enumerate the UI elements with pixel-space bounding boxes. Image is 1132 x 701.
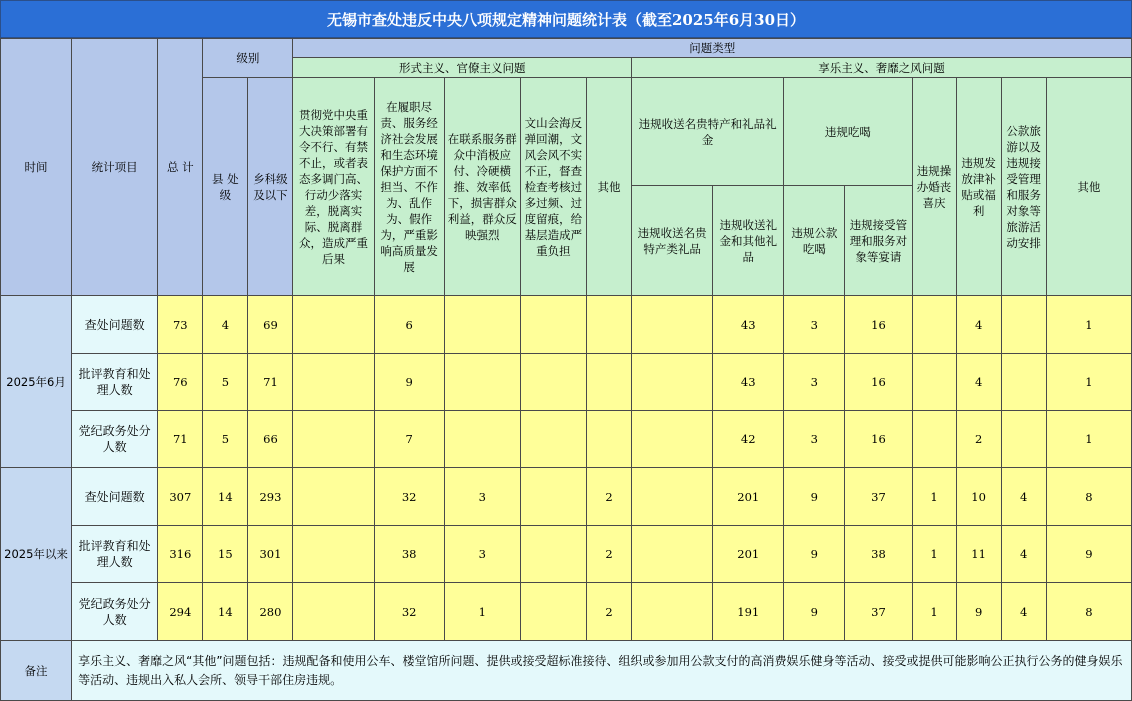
value-cell: 69 [248, 296, 293, 354]
table-row [1, 583, 1132, 641]
value-cell: 8 [1046, 583, 1131, 641]
value-cell: 9 [1046, 526, 1131, 583]
value-cell: 191 [713, 583, 784, 641]
value-cell: 71 [248, 354, 293, 411]
item-label: 查处问题数 [72, 296, 158, 354]
value-cell: 16 [845, 354, 912, 411]
value-cell [293, 296, 374, 354]
header-county: 县 处 级 [203, 78, 248, 296]
value-cell: 11 [956, 526, 1001, 583]
value-cell: 16 [845, 296, 912, 354]
value-cell [632, 296, 713, 354]
header-formalism: 形式主义、官僚主义问题 [293, 58, 632, 78]
value-cell [520, 526, 586, 583]
value-cell [293, 411, 374, 468]
value-cell: 3 [784, 296, 845, 354]
value-cell: 76 [158, 354, 203, 411]
value-cell: 4 [956, 354, 1001, 411]
value-cell: 10 [956, 468, 1001, 526]
value-cell: 2 [586, 583, 631, 641]
value-cell [444, 296, 520, 354]
value-cell: 66 [248, 411, 293, 468]
value-cell: 9 [374, 354, 444, 411]
value-cell: 42 [713, 411, 784, 468]
value-cell [632, 583, 713, 641]
item-label: 批评教育和处理人数 [72, 354, 158, 411]
value-cell [293, 354, 374, 411]
value-cell [444, 411, 520, 468]
header-gift: 违规收送名贵特产和礼品礼金 [632, 78, 784, 186]
value-cell: 4 [1001, 583, 1046, 641]
header-formalism-3: 在联系服务群众中消极应付、冷硬横推、效率低下，损害群众利益，群众反映强烈 [444, 78, 520, 296]
value-cell: 9 [784, 583, 845, 641]
item-label: 党纪政务处分人数 [72, 583, 158, 641]
header-eating: 违规吃喝 [784, 78, 912, 186]
value-cell [1001, 296, 1046, 354]
value-cell: 1 [912, 468, 956, 526]
value-cell: 71 [158, 411, 203, 468]
item-label: 批评教育和处理人数 [72, 526, 158, 583]
value-cell: 3 [784, 411, 845, 468]
table-title: 无锡市查处违反中央八项规定精神问题统计表（截至2025年6月30日） [0, 0, 1132, 38]
value-cell [586, 411, 631, 468]
value-cell [520, 411, 586, 468]
value-cell: 316 [158, 526, 203, 583]
header-wedding: 违规操办婚丧喜庆 [912, 78, 956, 296]
value-cell: 307 [158, 468, 203, 526]
value-cell: 2 [586, 468, 631, 526]
header-formalism-2: 在履职尽责、服务经济社会发展和生态环境保护方面不担当、不作为、乱作为、假作为，严重影响高质量发展 [374, 78, 444, 296]
value-cell: 301 [248, 526, 293, 583]
header-formalism-1: 贯彻党中央重大决策部署有令不行、有禁不止，或者表态多调门高、行动少落实差，脱离实际、脱离群众，造成严重后果 [293, 78, 374, 296]
value-cell: 9 [956, 583, 1001, 641]
value-cell: 3 [784, 354, 845, 411]
value-cell: 4 [1001, 468, 1046, 526]
value-cell [586, 354, 631, 411]
header-time: 时间 [1, 39, 72, 296]
table-row [1, 468, 1132, 526]
value-cell: 15 [203, 526, 248, 583]
value-cell: 1 [912, 526, 956, 583]
value-cell: 4 [956, 296, 1001, 354]
value-cell: 3 [444, 468, 520, 526]
value-cell [520, 354, 586, 411]
value-cell: 1 [1046, 411, 1131, 468]
value-cell [293, 526, 374, 583]
value-cell: 280 [248, 583, 293, 641]
value-cell: 73 [158, 296, 203, 354]
value-cell: 5 [203, 354, 248, 411]
value-cell: 2 [586, 526, 631, 583]
value-cell [293, 583, 374, 641]
statistics-table [0, 38, 1132, 701]
header-eating-public: 违规公款吃喝 [784, 186, 845, 296]
value-cell [293, 468, 374, 526]
value-cell: 6 [374, 296, 444, 354]
header-hedonism-other: 其他 [1046, 78, 1131, 296]
header-allowance: 违规发放津补贴或福利 [956, 78, 1001, 296]
table-row [1, 296, 1132, 354]
value-cell: 14 [203, 468, 248, 526]
value-cell [632, 354, 713, 411]
value-cell [632, 468, 713, 526]
period-cell: 2025年以来 [1, 468, 72, 641]
item-label: 查处问题数 [72, 468, 158, 526]
value-cell: 293 [248, 468, 293, 526]
value-cell [520, 583, 586, 641]
value-cell [632, 526, 713, 583]
header-hedonism: 享乐主义、奢靡之风问题 [632, 58, 1132, 78]
header-formalism-4: 文山会海反弹回潮，文风会风不实不正，督查检查考核过多过频、过度留痕，给基层造成严重负担 [520, 78, 586, 296]
value-cell [520, 296, 586, 354]
value-cell: 43 [713, 354, 784, 411]
note-text: 享乐主义、奢靡之风“其他”问题包括：违规配备和使用公车、楼堂馆所问题、提供或接受超标准接待、组织或参加用公款支付的高消费娱乐健身等活动、接受或提供可能影响公正执行公务的健身娱乐等活动、违规出入私人会所、领导干部住房违规。 [72, 641, 1132, 701]
value-cell: 16 [845, 411, 912, 468]
header-eating-banquet: 违规接受管理和服务对象等宴请 [845, 186, 912, 296]
header-travel: 公款旅游以及违规接受管理和服务对象等旅游活动安排 [1001, 78, 1046, 296]
value-cell: 37 [845, 583, 912, 641]
table-row [1, 354, 1132, 411]
value-cell [632, 411, 713, 468]
value-cell: 1 [1046, 354, 1131, 411]
table-row [1, 411, 1132, 468]
note-label: 备注 [1, 641, 72, 701]
header-total: 总 计 [158, 39, 203, 296]
value-cell: 8 [1046, 468, 1131, 526]
value-cell [1001, 354, 1046, 411]
value-cell: 201 [713, 468, 784, 526]
item-label: 党纪政务处分人数 [72, 411, 158, 468]
header-item: 统计项目 [72, 39, 158, 296]
value-cell: 7 [374, 411, 444, 468]
value-cell [912, 411, 956, 468]
table-row [1, 526, 1132, 583]
value-cell: 1 [444, 583, 520, 641]
value-cell: 4 [1001, 526, 1046, 583]
value-cell [1001, 411, 1046, 468]
value-cell: 38 [374, 526, 444, 583]
value-cell: 2 [956, 411, 1001, 468]
value-cell [586, 296, 631, 354]
value-cell: 37 [845, 468, 912, 526]
value-cell: 294 [158, 583, 203, 641]
value-cell: 9 [784, 468, 845, 526]
value-cell: 38 [845, 526, 912, 583]
value-cell [912, 296, 956, 354]
value-cell: 3 [444, 526, 520, 583]
value-cell [520, 468, 586, 526]
header-problem-type: 问题类型 [293, 39, 1132, 58]
header-formalism-other: 其他 [586, 78, 631, 296]
value-cell [912, 354, 956, 411]
value-cell: 4 [203, 296, 248, 354]
period-cell: 2025年6月 [1, 296, 72, 468]
header-level: 级别 [203, 39, 293, 78]
value-cell: 14 [203, 583, 248, 641]
value-cell: 32 [374, 583, 444, 641]
header-gift-money: 违规收送礼金和其他礼品 [713, 186, 784, 296]
value-cell: 32 [374, 468, 444, 526]
header-township: 乡科级及以下 [248, 78, 293, 296]
value-cell: 9 [784, 526, 845, 583]
value-cell [444, 354, 520, 411]
value-cell: 201 [713, 526, 784, 583]
value-cell: 1 [1046, 296, 1131, 354]
value-cell: 43 [713, 296, 784, 354]
header-gift-specialty: 违规收送名贵特产类礼品 [632, 186, 713, 296]
value-cell: 1 [912, 583, 956, 641]
value-cell: 5 [203, 411, 248, 468]
